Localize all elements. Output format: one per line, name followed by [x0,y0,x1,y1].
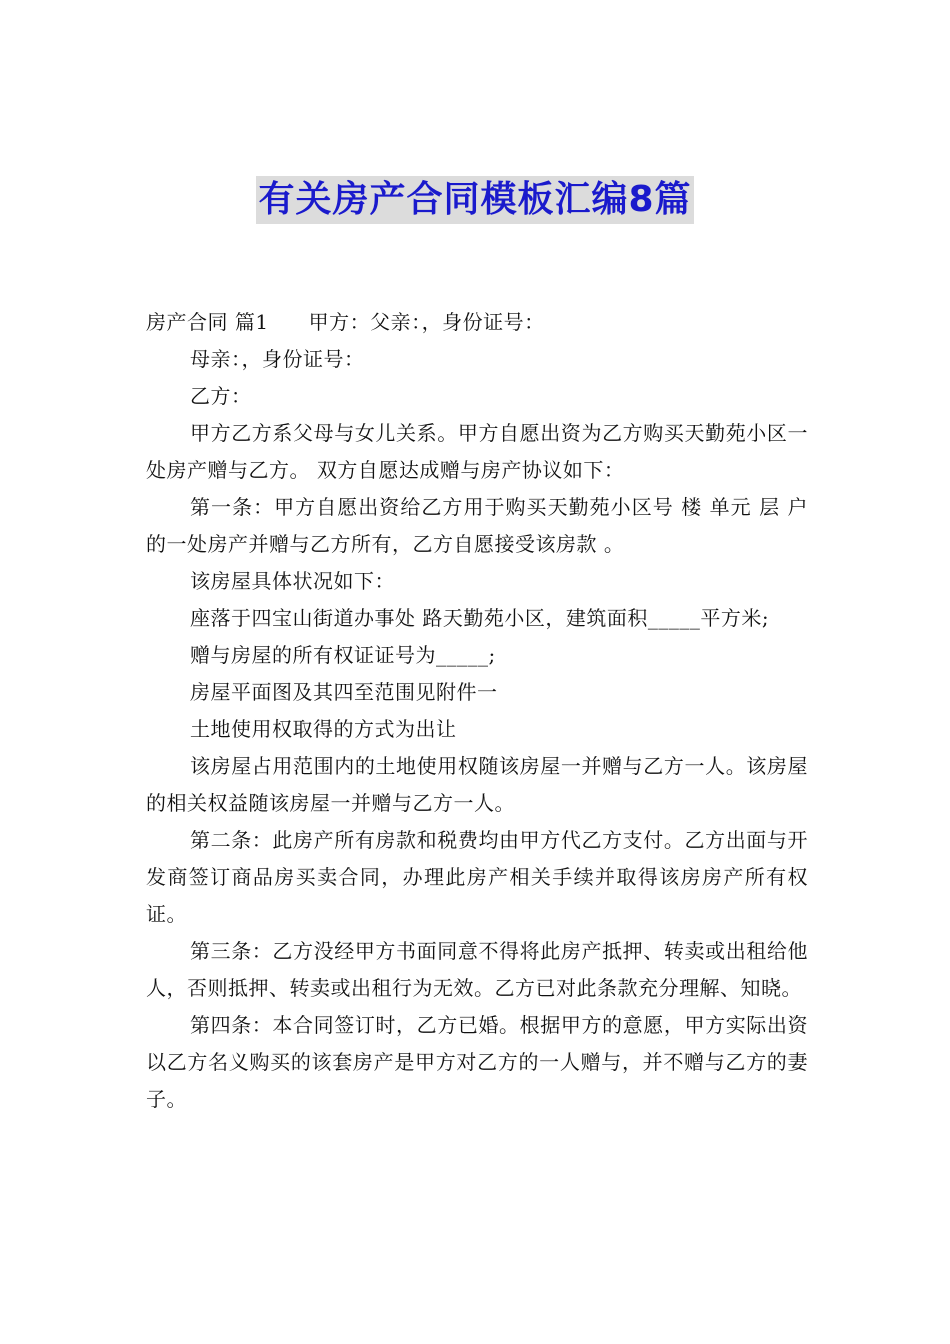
paragraph-floor-plan: 房屋平面图及其四至范围见附件一 [190,680,498,704]
paragraph-mother: 母亲：，身份证号： [190,347,365,371]
paragraph-relationship: 甲方乙方系父母与女儿关系。甲方自愿出资为乙方购买天勤苑小区一处房产赠与乙方。 双方自愿达成赠与房产协议如下： [146,421,808,482]
document-title: 有关房产合同模板汇编8篇 [256,176,693,224]
paragraph-article-1: 第一条：甲方自愿出资给乙方用于购买天勤苑小区号 楼 单元 层 户的一处房产并赠与乙方所有，乙方自愿接受该房款 。 [146,495,808,556]
paragraph-article-2: 第二条：此房产所有房款和税费均由甲方代乙方支付。乙方出面与开发商签订商品房买卖合同，办理此房产相关手续并取得该房房产所有权证。 [146,828,808,926]
title-container [0,176,950,224]
document-body [146,304,808,1118]
paragraph-party-b: 乙方： [190,384,252,408]
paragraph-certificate: 赠与房屋的所有权证证号为_____; [190,643,496,667]
paragraph-article-4: 第四条：本合同签订时，乙方已婚。根据甲方的意愿，甲方实际出资以乙方名义购买的该套房产是甲方对乙方的一人赠与，并不赠与乙方的妻子。 [146,1013,808,1111]
paragraph-property-status: 该房屋具体状况如下： [190,569,395,593]
article-label: 房产合同 篇1 [146,310,269,334]
heading-line [146,304,808,341]
paragraph-land-use: 土地使用权取得的方式为出让 [190,717,457,741]
party-a-line: 甲方：父亲：，身份证号： [308,310,545,334]
paragraph-land-rights: 该房屋占用范围内的土地使用权随该房屋一并赠与乙方一人。该房屋的相关权益随该房屋一并赠与乙方一人。 [146,754,808,815]
paragraph-article-3: 第三条：乙方没经甲方书面同意不得将此房产抵押、转卖或出租给他人，否则抵押、转卖或出租行为无效。乙方已对此条款充分理解、知晓。 [146,939,808,1000]
paragraph-location: 座落于四宝山街道办事处 路天勤苑小区，建筑面积_____平方米; [190,606,770,630]
